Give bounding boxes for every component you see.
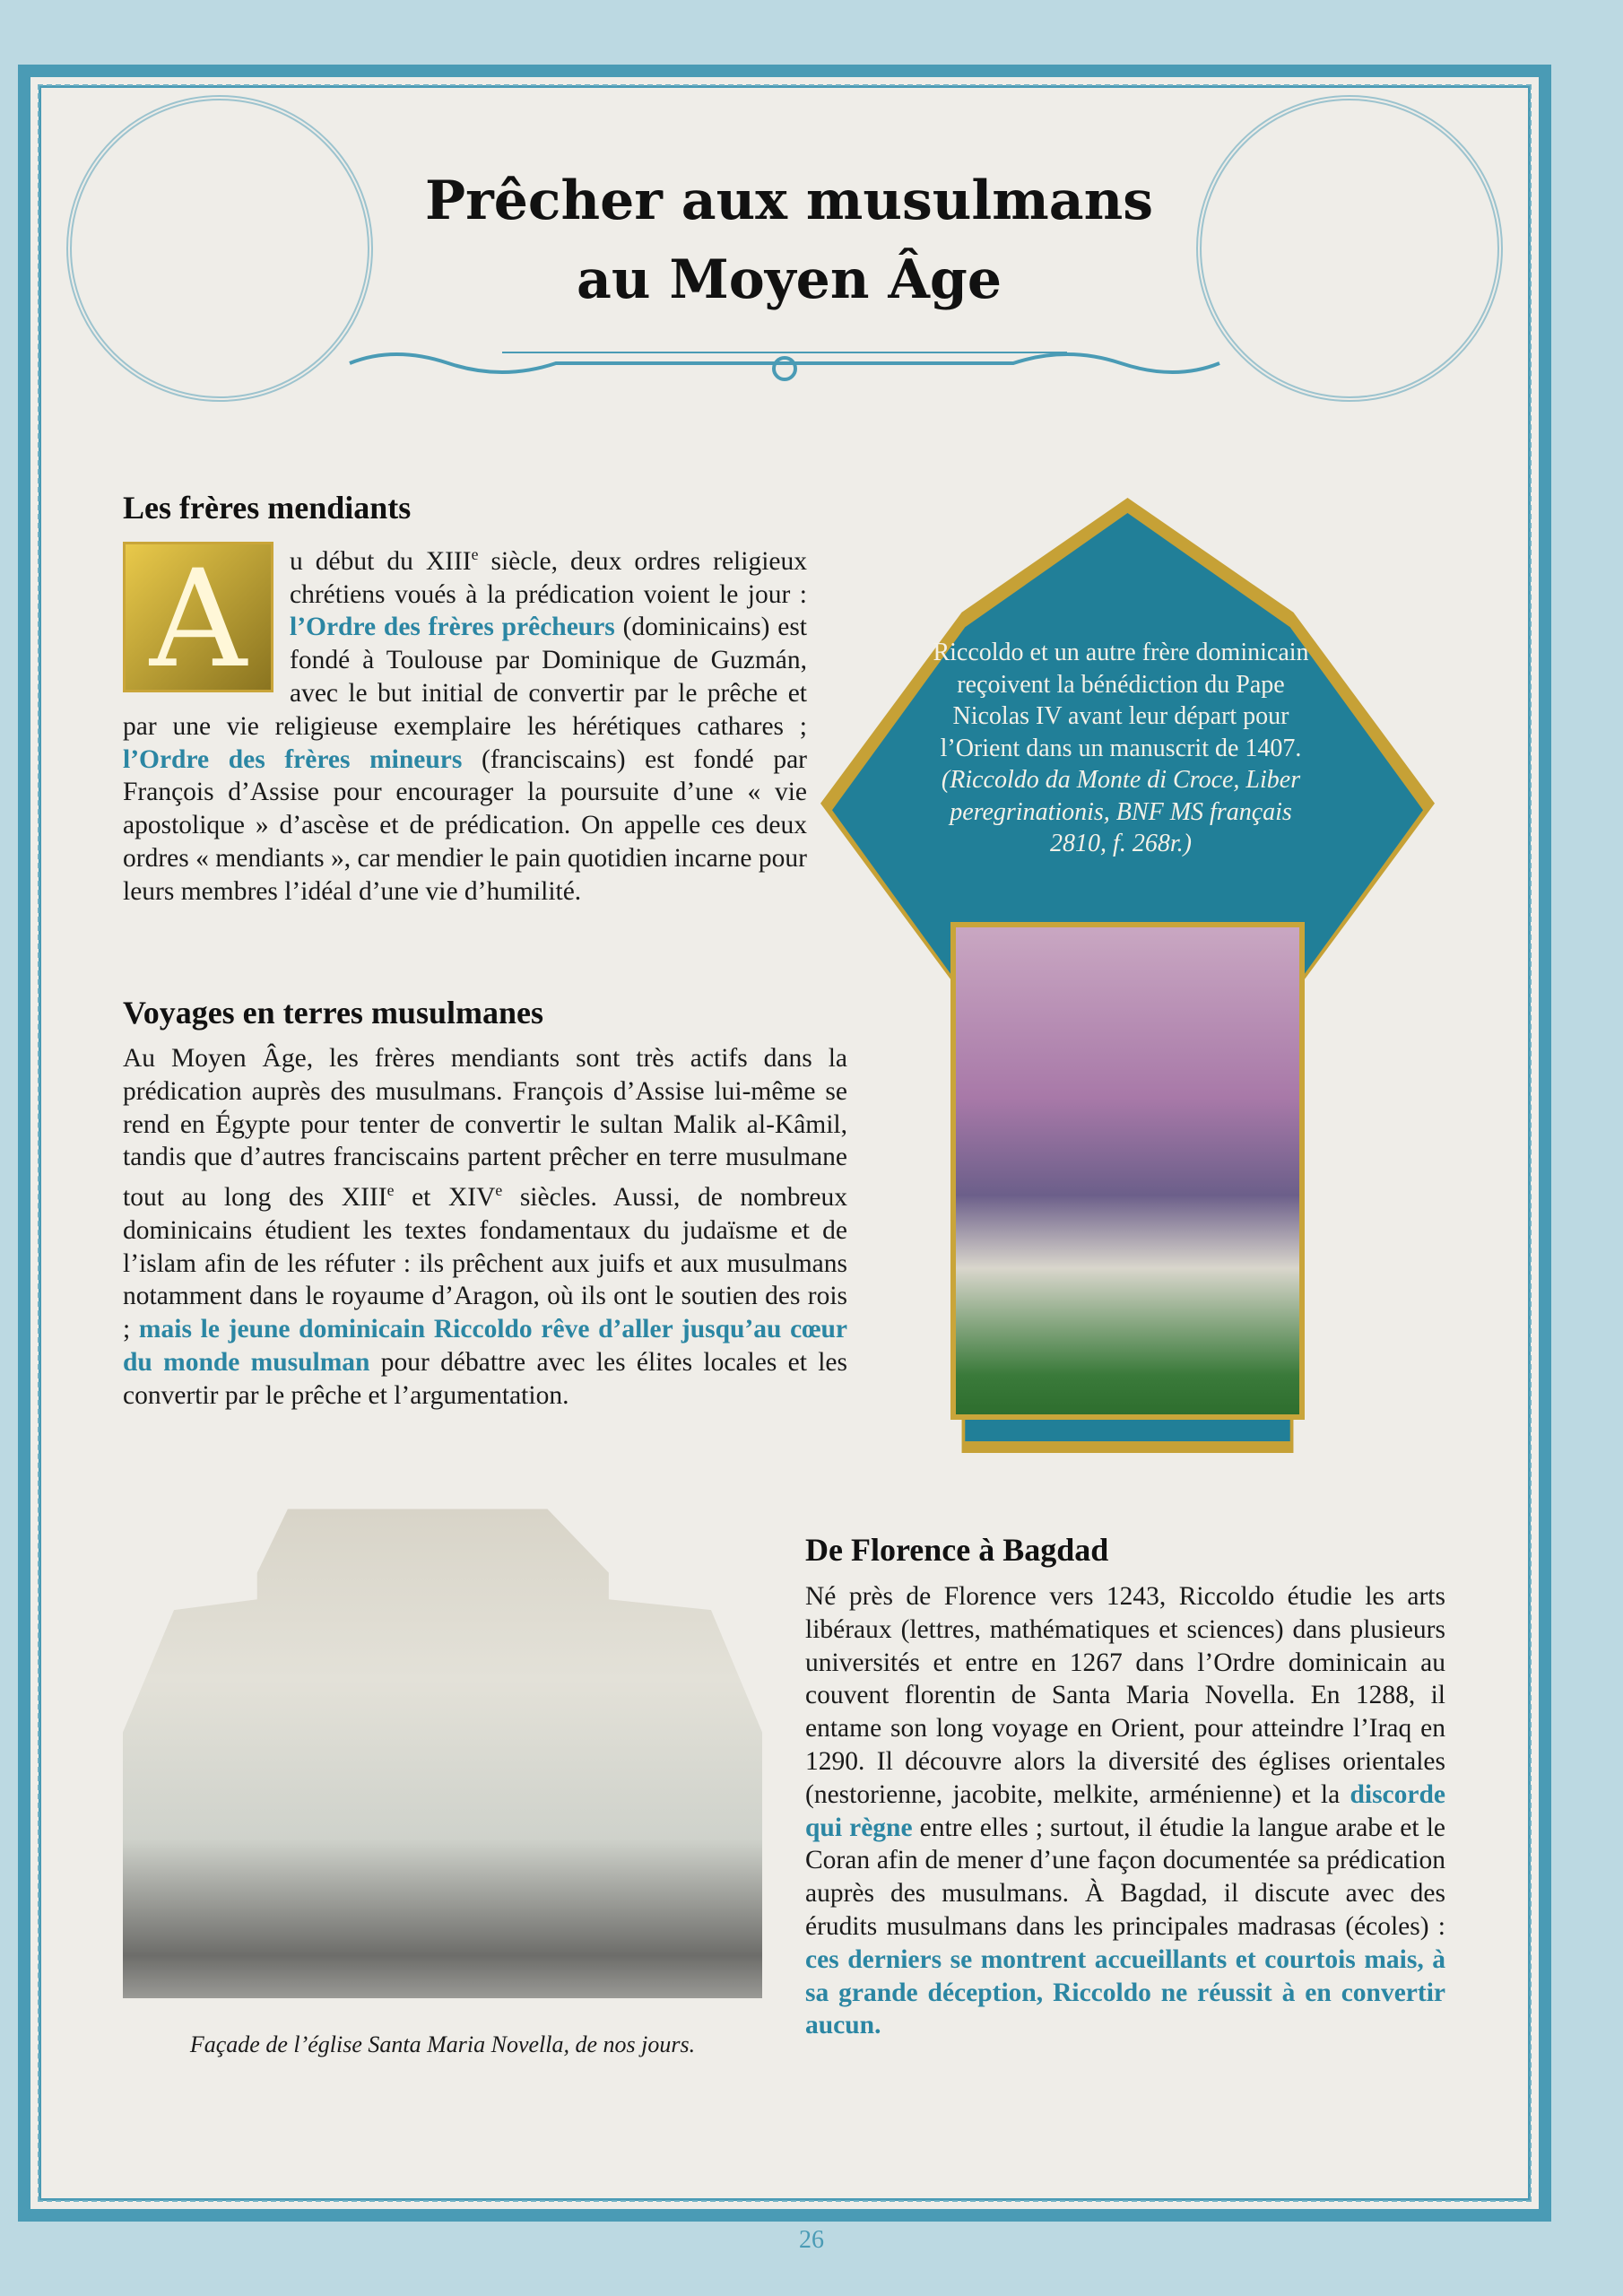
text-run: Au Moyen Âge, les frères mendiants sont très actifs dans la prédication auprès des musulmans. François d’Assise lui-même se rend en Égypte pour tenter de convertir le sultan Malik al-Kâmil, tandis que d’autres franciscains partent prêcher en terre musulmane tout au long des XIII xyxy=(123,1044,847,1213)
text-run: (dominicains) est fondé à Toulouse par Dominique de Guzmán, avec le but initial de convertir par le prêche et par une vie religieuse exemplaire les hérétiques cathares ; xyxy=(123,613,807,741)
highlighted-text: mais le jeune dominicain Riccoldo rêve d’aller jusqu’au cœur du monde musulman xyxy=(123,1315,847,1377)
section-body-freres-mendiants xyxy=(123,538,807,909)
section-body-voyages xyxy=(123,1042,847,1413)
ornament-top-right xyxy=(1196,95,1503,402)
caption-text: Riccoldo et un autre frère dominicain reçoivent la bénédiction du Pape Nicolas IV avant leur départ pour l’Orient dans un manuscrit de 1407. xyxy=(933,639,1309,762)
section-heading-voyages: Voyages en terres musulmanes xyxy=(123,995,543,1031)
text-run: u début du XIII xyxy=(290,546,472,576)
text-run: Né près de Florence vers 1243, Riccoldo étudie les arts libéraux (lettres, mathématiques et sciences) dans plusieurs universités et entre en 1267 dans l’Ordre dominicain au couvent florentin de Santa Maria Novella. En 1288, il entame son long voyage en Orient, pour atteindre l’Iraq en 1290. Il découvre alors la diversité des églises orientales (nestorienne, jacobite, melkite, arménienne) et la xyxy=(805,1582,1445,1809)
highlighted-text: ces derniers se montrent accueillants et courtois mais, à sa grande déception, Riccoldo ne réussit à en convertir aucun. xyxy=(805,1944,1445,2040)
title-line-2: au Moyen Âge xyxy=(576,248,1002,311)
photo-caption: Façade de l’église Santa Maria Novella, de nos jours. xyxy=(189,2031,696,2057)
highlighted-text: discorde qui règne xyxy=(805,1779,1445,1842)
section-body-florence-bagdad xyxy=(805,1580,1445,2042)
page-title xyxy=(377,161,1202,319)
text-run: pour débattre avec les élites locales et les convertir par le prêche et l’argumentation. xyxy=(123,1348,847,1410)
page-number: 26 xyxy=(799,2226,824,2254)
text-run: e xyxy=(495,1181,503,1200)
text-run: e xyxy=(471,545,479,563)
drop-cap: A xyxy=(123,542,273,692)
manuscript-illumination-image xyxy=(950,922,1305,1420)
text-run: siècle, deux ordres religieux chrétiens voués à la prédication voient le jour : xyxy=(290,546,807,609)
highlighted-text: l’Ordre des frères mineurs xyxy=(123,744,463,774)
section-heading-freres-mendiants: Les frères mendiants xyxy=(123,490,412,526)
text-run: et XIV xyxy=(394,1183,496,1213)
caption-source: (Riccoldo da Monte di Croce, Liber peregrinationis, BNF MS français 2810, f. 268r.) xyxy=(941,766,1301,857)
manuscript-caption xyxy=(933,637,1309,860)
highlighted-text: l’Ordre des frères prêcheurs xyxy=(290,613,615,642)
text-run: e xyxy=(386,1181,395,1200)
text-run: entre elles ; surtout, il étudie la langue arabe et le Coran afin de mener d’une façon documentée sa prédication auprès des musulmans. À Bagdad, il discute avec des érudits musulmans dans les principales madrasas (écoles) : xyxy=(805,1813,1445,1941)
text-run: (franciscains) est fondé par François d’Assise pour encourager la poursuite d’une « vie apostolique » d’ascèse et de prédication. On appelle ces deux ordres « mendiants », car mendier le pain quotidien incarne pour leurs membres l’idéal d’une vie d’humilité. xyxy=(123,744,807,906)
title-flourish xyxy=(341,345,1228,381)
text-run: siècles. Aussi, de nombreux dominicains étudient les textes fondamentaux du judaïsme et de l’islam afin de les réfuter : ils prêchent aux juifs et aux musulmans notamment dans le royaume d’Aragon, où ils ont le soutien des rois ; xyxy=(123,1183,847,1344)
ornament-top-left xyxy=(66,95,373,402)
title-line-1: Prêcher aux musulmans xyxy=(425,170,1153,232)
section-heading-florence-bagdad: De Florence à Bagdad xyxy=(805,1532,1109,1568)
